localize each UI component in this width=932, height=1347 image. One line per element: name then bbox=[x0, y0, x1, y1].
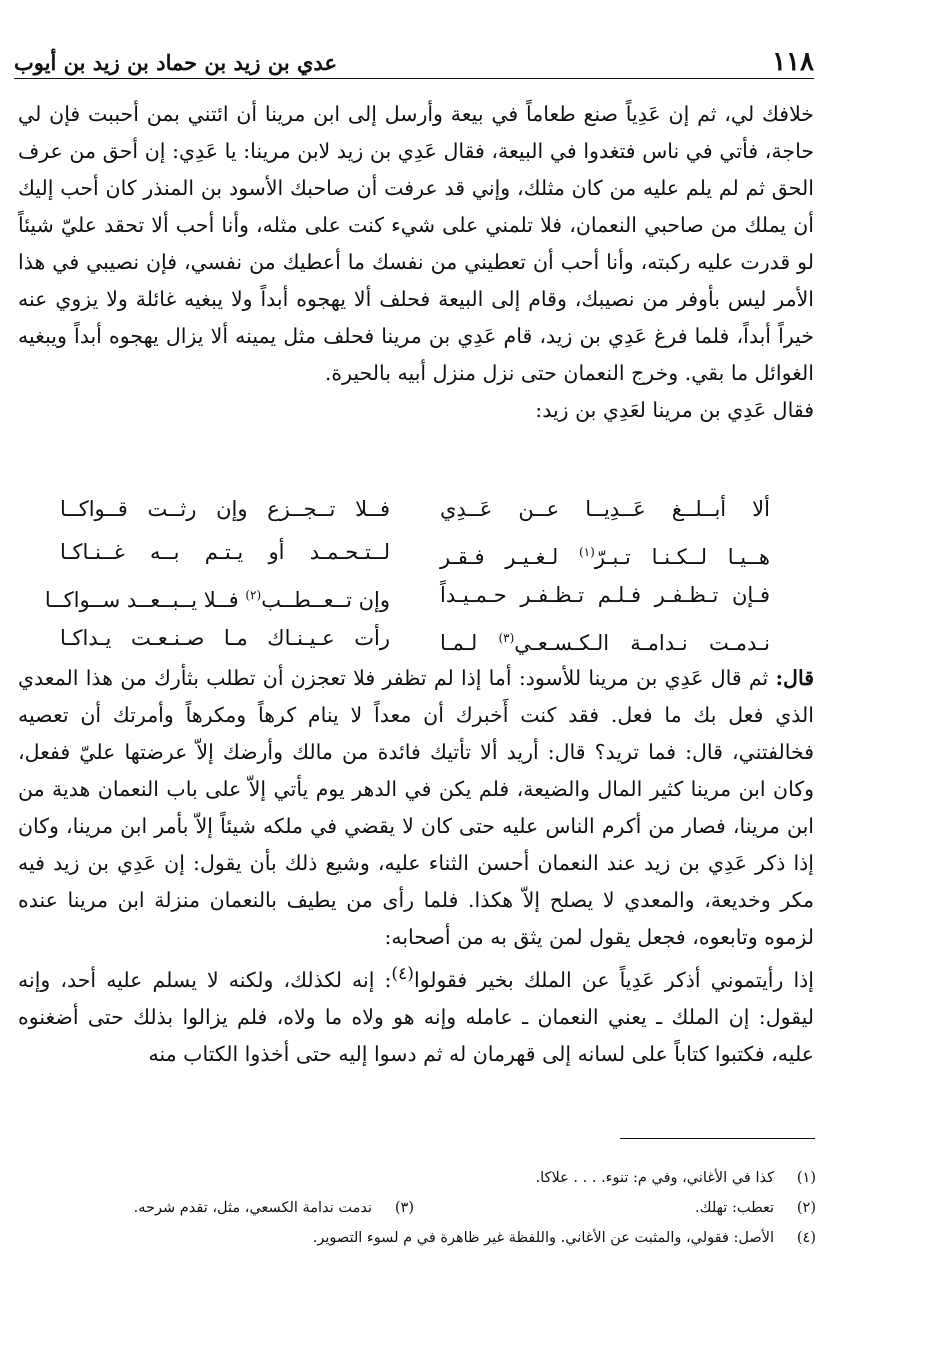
main-text-block bbox=[18, 96, 814, 429]
first-hemistich bbox=[440, 531, 770, 574]
footnote-number: (١) bbox=[796, 1170, 816, 1186]
paragraph bbox=[18, 660, 814, 956]
paragraph-text: ثم قال عَدِي بن مرينا للأسود: أما إذا لم تظفر فلا تعجزن أن تطلب بثأرك من هذا المعدي الذي فعل بك ما فعل. فقد كنت أَخبرك أن معداً لا ينام كرهاً ومكرهاً وأمرتك أن تعصيه فخالفتني، قال: فما تريد؟ قال: أريد ألا تأتيك فائدة من مالك وأرضك إلاّ عرضتها عليّ ففعل، وكان ابن مرينا كثير المال والضيعة، فلم يكن في الدهر يوم يأتي إلاّ على باب النعمان هدية من ابن مرينا، فصار من أكرم الناس عليه حتى كان لا يقضي في ملكه شيئاً إلاّ بأمر ابن مرينا، وكان إذا ذكر عَدِي بن زيد عند النعمان أحسن الثناء عليه، وشيع ذلك بأن يقول: إن عَدِي بن زيد فيه مكر وخديعة، والمعدي لا يصلح إلاّ هكذا. فلما رأى من يطيف بالنعمان منزلة ابن مرينا عنده لزموه وتابعوه، فجعل يقول لمن يثق به من أصحابه: bbox=[18, 666, 814, 949]
footnote-marker: (٣) bbox=[498, 631, 515, 645]
footnotes bbox=[60, 1163, 816, 1253]
footnote-text: كذا في الأغاني، وفي م: تنوء. . . . علاكا. bbox=[535, 1170, 774, 1186]
first-hemistich: فـإن تـظـفـر فـلـم تـظـفـر حـمـيـداً bbox=[440, 583, 770, 607]
hemistich-text: وإن تــعــطــب bbox=[261, 588, 390, 612]
footnote bbox=[60, 1223, 816, 1253]
paragraph-lead: قال: bbox=[775, 666, 814, 690]
first-hemistich bbox=[440, 617, 770, 660]
footnote-marker: (٤) bbox=[391, 964, 414, 984]
first-hemistich: ألا أبــلــغ عَــدِيــا عــن عَــدِي bbox=[440, 497, 770, 521]
footnote-number: (٤) bbox=[796, 1230, 816, 1246]
poem bbox=[44, 488, 771, 660]
second-hemistich: رأت عـيـنـاك مـا صـنـعـت يـداكـا bbox=[60, 626, 390, 650]
poem-line bbox=[60, 488, 770, 531]
paragraph bbox=[18, 956, 814, 1073]
hemistich-text: فــلا يــبــعــد ســواكــا bbox=[44, 588, 246, 612]
poem-line bbox=[60, 617, 770, 660]
second-hemistich bbox=[44, 574, 390, 617]
second-hemistich: لــتـحـمـد أو يـتـم بــه غــنـاكـا bbox=[60, 540, 390, 564]
hemistich-text: لـمـا bbox=[440, 631, 499, 655]
second-hemistich: فــلا تــجــزع وإن رثــت قــواكــا bbox=[60, 497, 390, 521]
footnote-number: (٢) bbox=[796, 1200, 816, 1216]
hemistich-text: لـغـيـر فـقـر bbox=[440, 545, 579, 569]
footnote-text: الأصل: فقولي، والمثبت عن الأغاني. واللفظة غير ظاهرة في م لسوء التصوير. bbox=[312, 1230, 774, 1246]
main-text-block-2 bbox=[18, 660, 814, 1073]
poem-intro: فقال عَدِي بن مرينا لعَدِي بن زيد: bbox=[535, 398, 814, 422]
paragraph-text: : إنه لكذلك، ولكنه لا يسلم عليه أحد، وإنه ليقول: إن الملك ـ يعني النعمان ـ عامله وإنه هو ولاه ما ولاه، فلم يزالوا بذلك حتى أضغنوه عليه، فكتبوا كتاباً على لسانه إلى قهرمان له ثم دسوا إليه حتى أخذوا الكتاب منه bbox=[18, 967, 814, 1066]
running-title: عدي بن زيد بن حماد بن زيد بن أيوب bbox=[14, 50, 337, 75]
paragraph: خلافك لي، ثم إن عَدِياً صنع طعاماً في بيعة وأرسل إلى ابن مرينا أن ائتني بمن أحببت فإن لي حاجة، فأتي في ناس فتغدوا في البيعة، فقال عَدِي بن زيد لابن مرينا: يا عَدِي: إن أحق من عرف الحق ثم لم يلم عليه من كان مثلك، وإني قد عرفت أن صاحبك الأسود بن المنذر كان أحب إليك أن يملك من صاحبي النعمان، فلا تلمني على شيء كنت على مثله، وأنا أحب ألا تحقد عليّ شيئاً لو قدرت عليه ركبته، وأنا أحب أن تعطيني من نفسك ما أعطيك من نفسي، فإن نصيبي في هذا الأمر ليس بأوفر من نصيبك، وقام إلى البيعة فحلف ألا يهجوه أبداً ولا يبغيه غائلة ولا يزوي عنه خيراً أبداً، فلما فرغ عَدِي بن زيد، قام عَدِي بن مرينا فحلف مثل يمينه ألا يزال يهجوه أبداً ويبغيه الغوائل ما بقي. وخرج النعمان حتى نزل منزل أبيه بالحيرة. bbox=[18, 102, 814, 385]
poem-line bbox=[44, 574, 770, 617]
footnote bbox=[60, 1193, 816, 1223]
footnote-marker: (٢) bbox=[245, 588, 262, 602]
footnote-text: تعطب: تهلك. bbox=[694, 1200, 774, 1216]
poem-line bbox=[60, 531, 770, 574]
page-header bbox=[14, 42, 814, 79]
page-number: ١١٨ bbox=[772, 47, 814, 77]
hemistich-text: نـدمـت نـدامـة الـكـسـعـي bbox=[514, 631, 771, 655]
footnote-text: ندمت ندامة الكسعي، مثل، تقدم شرحه. bbox=[133, 1200, 372, 1216]
paragraph-text: إذا رأيتموني أذكر عَدِياً عن الملك بخير فقولوا bbox=[413, 967, 814, 992]
footnote bbox=[60, 1163, 816, 1193]
footnote-marker: (١) bbox=[578, 545, 595, 559]
hemistich-text: هــيـا لــكـنـا تـبـرّ bbox=[594, 545, 770, 569]
footnote-divider bbox=[620, 1138, 815, 1139]
footnote-number: (٣) bbox=[394, 1200, 414, 1216]
